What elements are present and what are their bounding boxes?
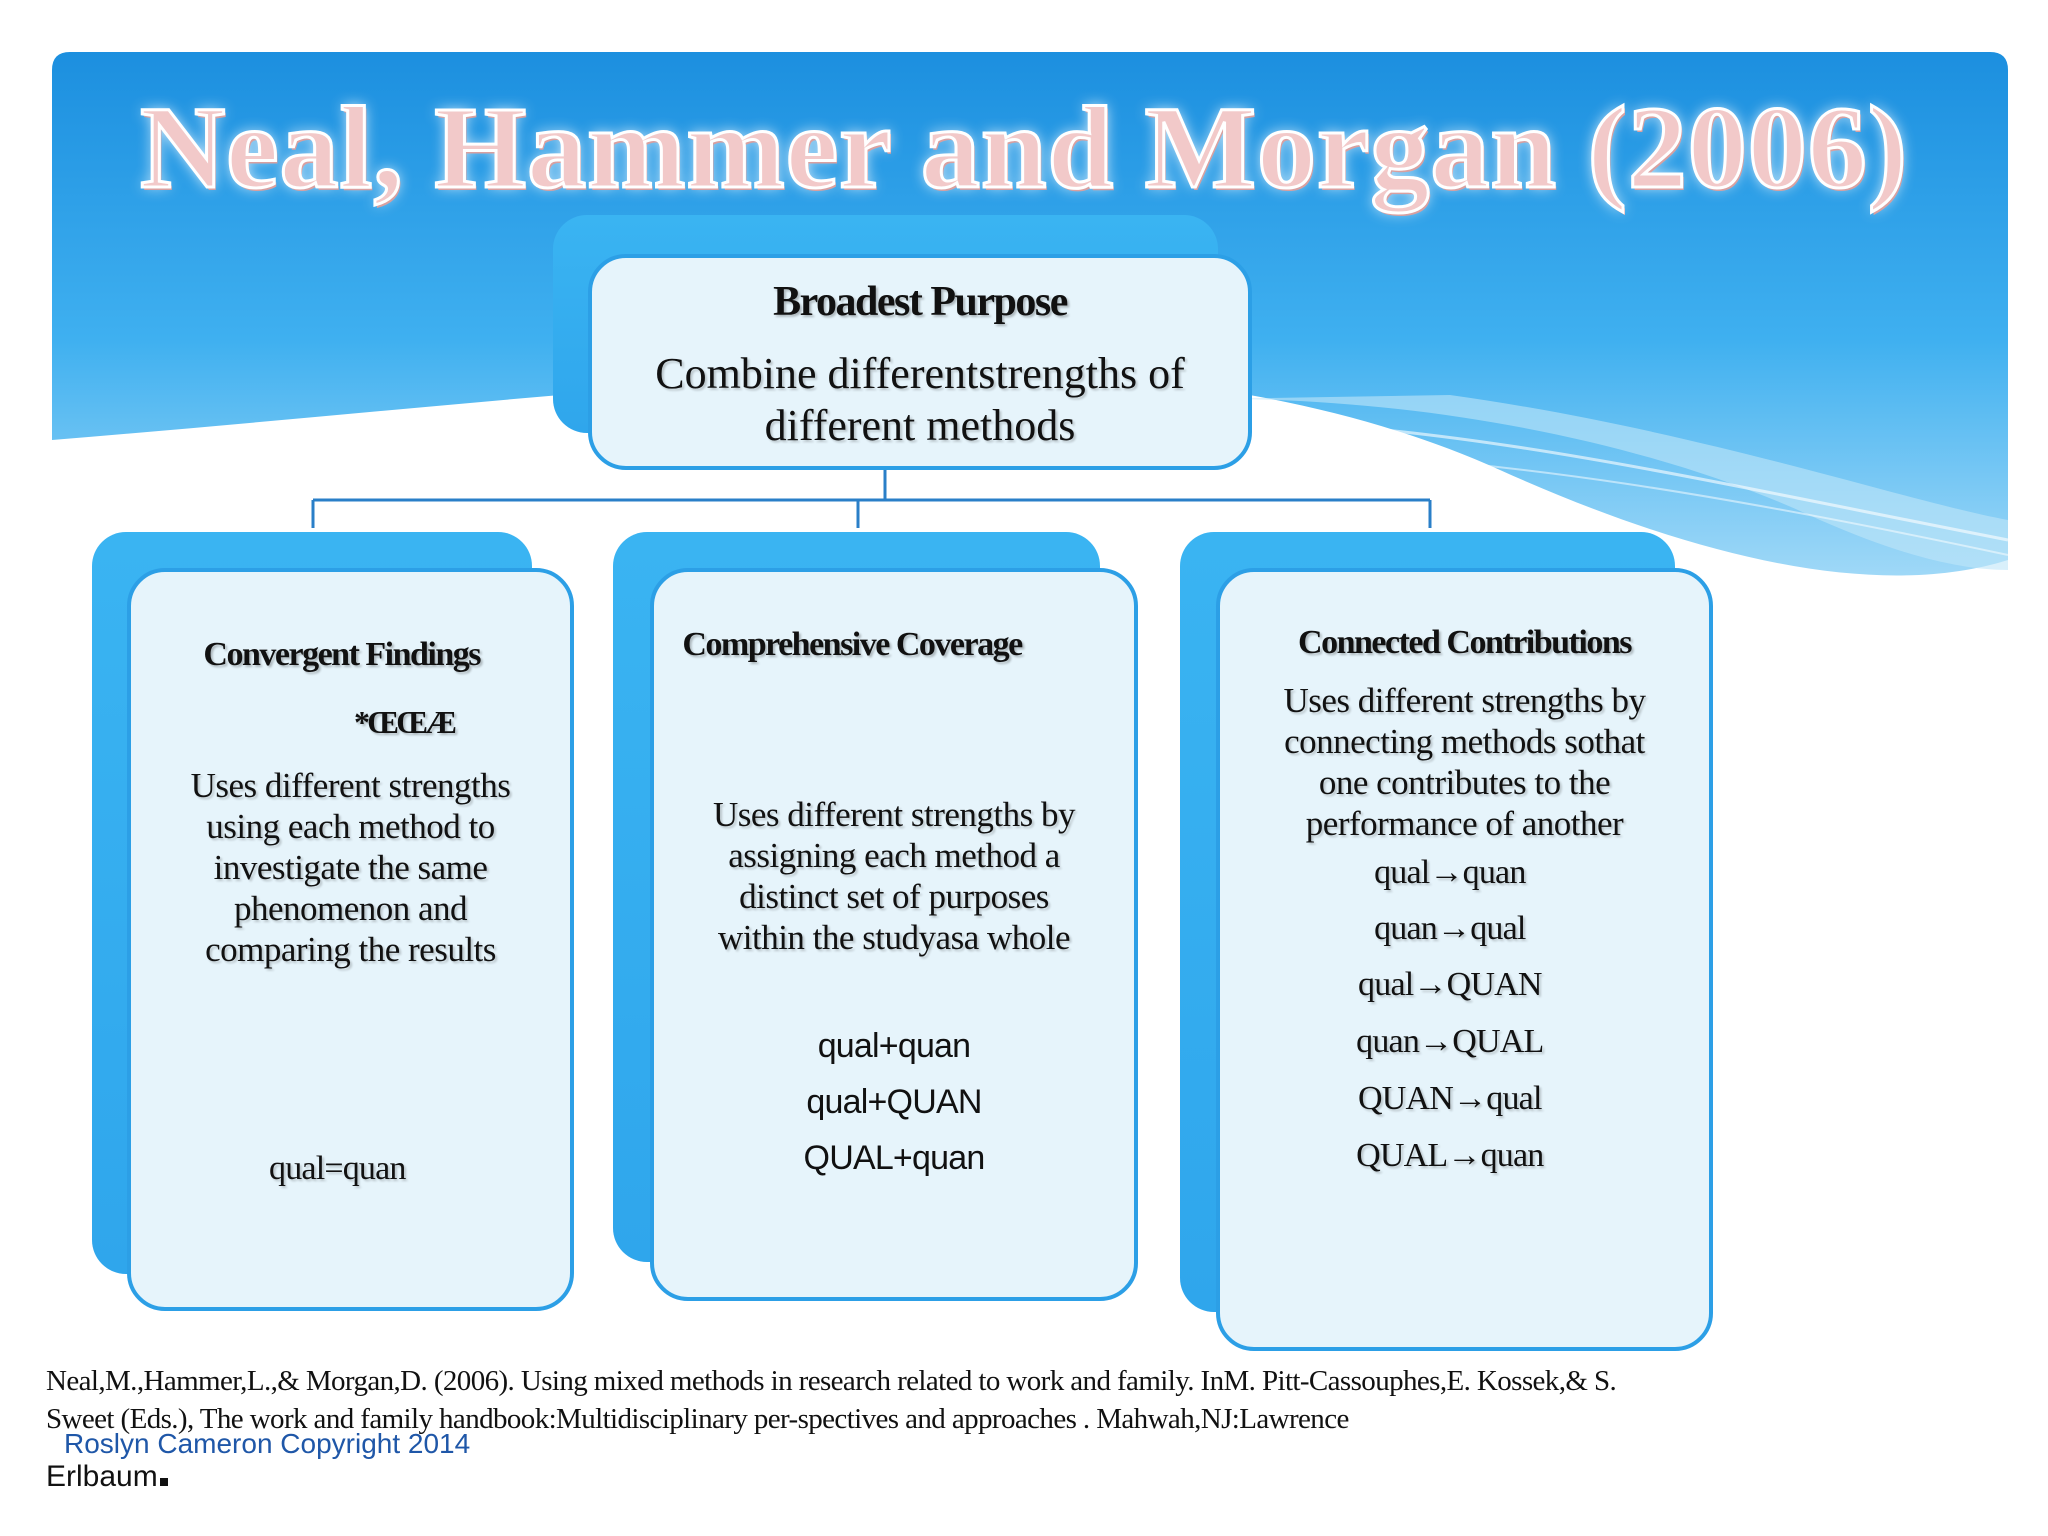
- broadest-purpose-heading: Broadest Purpose: [773, 279, 1067, 325]
- comprehensive-body-line-1: Uses different strengths by: [712, 795, 1076, 834]
- notation-qual-to-quan: qual→quan: [1374, 854, 1526, 891]
- connected-body-line-4: performance of another: [1305, 804, 1624, 843]
- notation-quan-to-QUAL: quan→QUAL: [1356, 1023, 1544, 1060]
- convergent-body-line-5: comparing the results: [205, 930, 496, 969]
- reference-publisher-line: [46, 1460, 168, 1494]
- connected-contributions-box: [1216, 568, 1713, 1351]
- notation-qual-to-QUAN: qual→QUAN: [1358, 966, 1542, 1003]
- connected-body-line-2: connecting methods sothat: [1284, 722, 1645, 761]
- connected-contributions-heading: Connected Contributions: [1298, 624, 1631, 661]
- notation-QUAN-to-qual: QUAN→qual: [1358, 1080, 1542, 1117]
- broadest-purpose-line-2: different methods: [764, 401, 1076, 450]
- comprehensive-coverage-box: [650, 568, 1138, 1301]
- notation-quan-to-qual: quan→qual: [1374, 910, 1526, 947]
- period-mark: [160, 1478, 168, 1486]
- comprehensive-body-line-4: within the studyasa whole: [717, 918, 1071, 957]
- notation-QUAL-to-quan: QUAL→quan: [1356, 1137, 1544, 1174]
- reference-citation: [46, 1362, 1966, 1438]
- connected-body-line-3: one contributes to the: [1318, 763, 1611, 802]
- convergent-body-line-4: phenomenon and: [233, 889, 468, 928]
- broadest-purpose-box: [588, 254, 1252, 470]
- comprehensive-body-line-3: distinct set of purposes: [739, 877, 1049, 916]
- comprehensive-coverage-heading: Comprehensive Coverage: [682, 626, 1022, 663]
- connector-lines: [313, 470, 1430, 528]
- notation-qual-plus-QUAN: qual+QUAN: [806, 1083, 982, 1121]
- convergent-body-line-1: Uses different strengths: [190, 766, 511, 805]
- copyright-notice: Roslyn Cameron Copyright 2014: [64, 1428, 471, 1459]
- notation-qual-plus-quan: qual+quan: [817, 1027, 971, 1065]
- reference-line-2: Sweet (Eds.), The work and family handbook:Multidisciplinary per-spectives and approaches . Mahwah,NJ:Lawrence: [46, 1403, 1349, 1435]
- broadest-purpose-line-1: Combine differentstrengths of: [655, 349, 1185, 398]
- notation-QUAL-plus-quan: QUAL+quan: [803, 1139, 985, 1177]
- connected-body-line-1: Uses different strengths by: [1283, 681, 1646, 720]
- convergent-body-line-3: investigate the same: [213, 848, 488, 887]
- reference-line-3: Erlbaum: [46, 1460, 158, 1493]
- convergent-findings-heading: Convergent Findings: [203, 636, 481, 673]
- garbled-symbol-mark: *ŒŒÆ: [354, 704, 454, 740]
- slide-title: Neal, Hammer and Morgan (2006): [139, 82, 1909, 213]
- convergent-body-line-2: using each method to: [206, 807, 495, 846]
- comprehensive-body-line-2: assigning each method a: [728, 836, 1060, 875]
- reference-line-1: Neal,M.,Hammer,L.,& Morgan,D. (2006). Using mixed methods in research related to work and family. InM. Pitt-Cassouphes,E. Kossek,& S.: [46, 1365, 1617, 1397]
- notation-qual-equals-quan: qual=quan: [269, 1150, 406, 1187]
- convergent-findings-box: [127, 568, 574, 1311]
